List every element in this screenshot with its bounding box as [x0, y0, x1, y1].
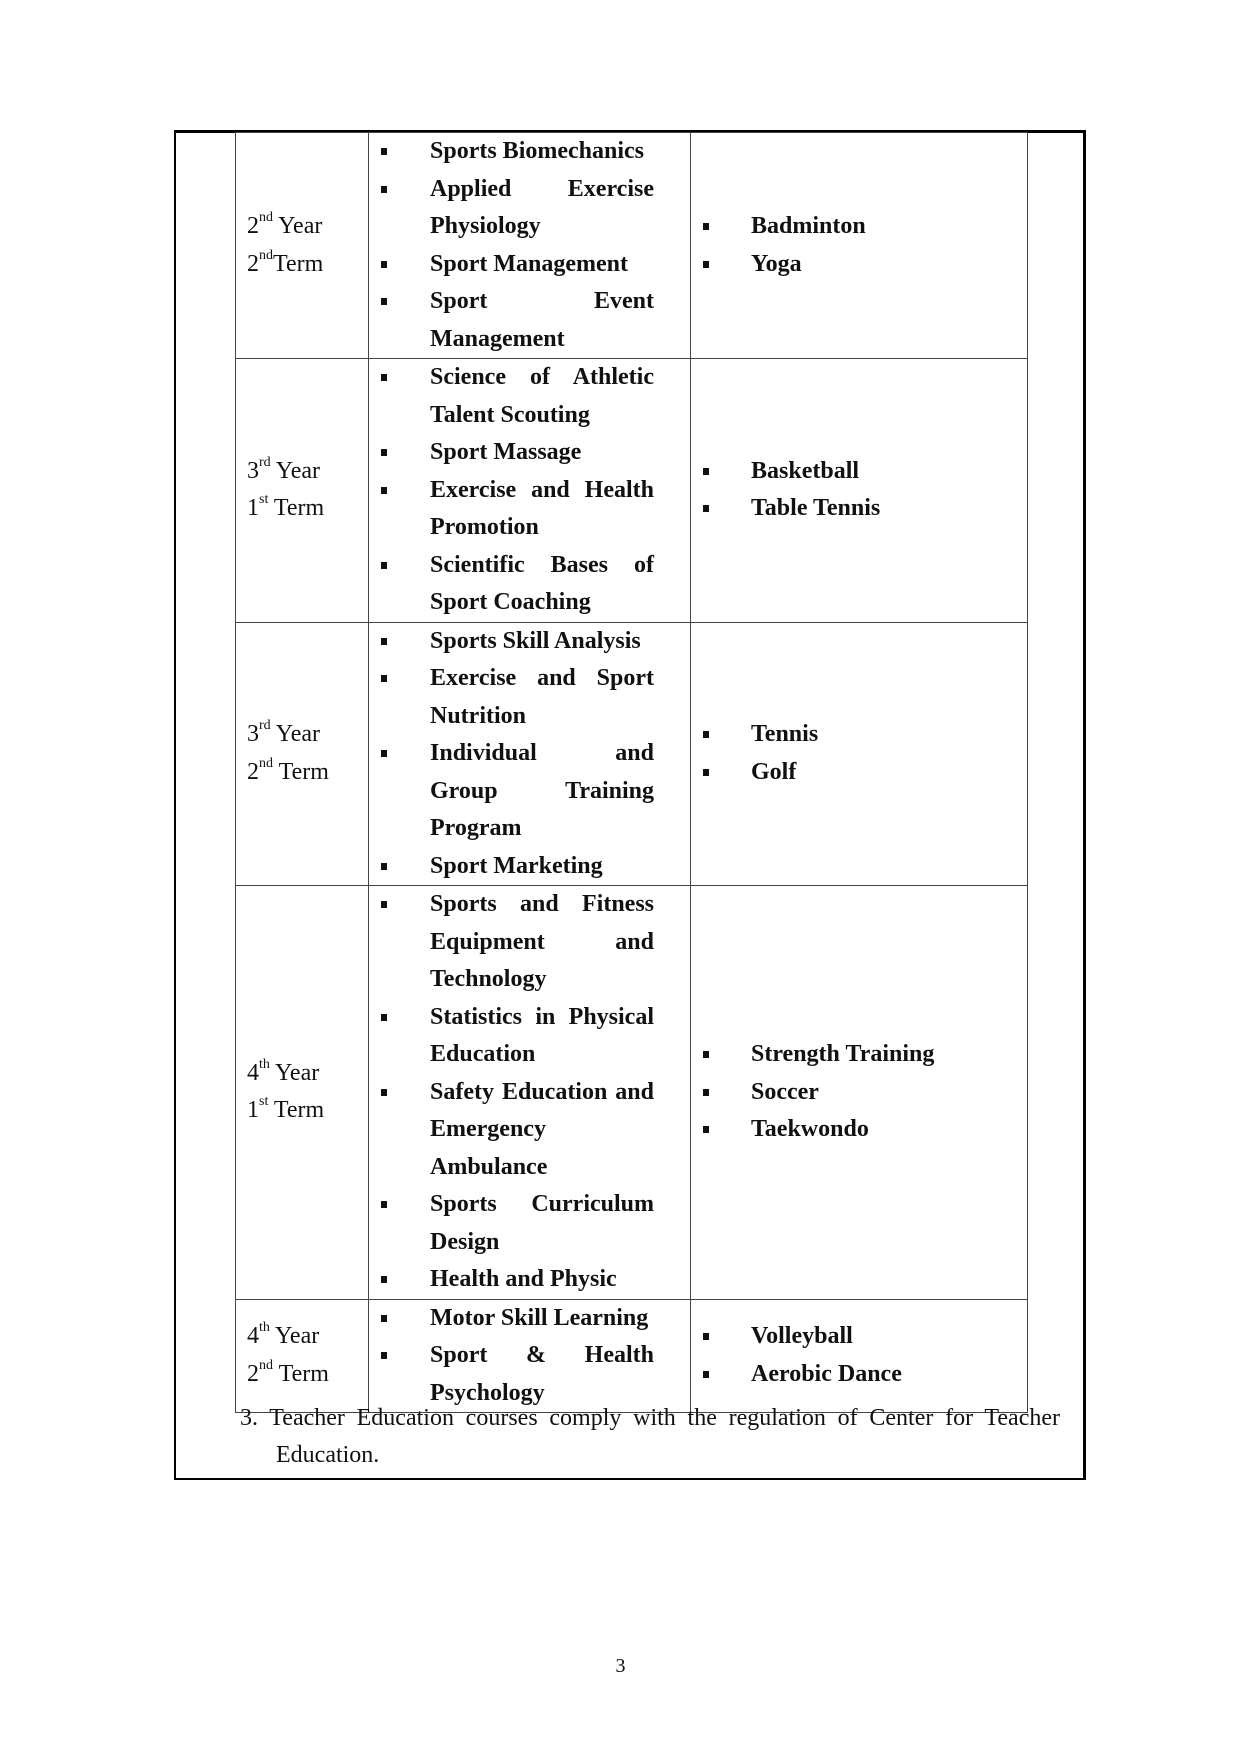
sport-name: Aerobic Dance: [751, 1360, 902, 1387]
square-bullet-icon: [381, 1276, 387, 1283]
term-label: [247, 1092, 368, 1130]
sport-item: [691, 453, 1027, 491]
term-number: 1: [247, 495, 259, 522]
square-bullet-icon: [381, 1315, 387, 1322]
sport-item: [691, 754, 1027, 792]
course-list: [369, 1300, 690, 1413]
course-item: [369, 359, 690, 434]
course-list: [369, 133, 690, 358]
course-item: [369, 283, 690, 358]
term-row: [236, 133, 1028, 359]
square-bullet-icon: [381, 449, 387, 456]
square-bullet-icon: [381, 261, 387, 268]
year-number: 4: [247, 1059, 259, 1086]
term-cell: [236, 886, 369, 1300]
term-label: [247, 246, 368, 284]
course-item: [369, 660, 690, 735]
term-number: 2: [247, 758, 259, 785]
course-list: [369, 886, 690, 1299]
course-item: [369, 1186, 690, 1261]
term-word: Term: [273, 495, 325, 522]
course-name: Applied Exercise Physiology: [430, 175, 654, 239]
sport-name: Tennis: [751, 721, 819, 748]
course-item: [369, 623, 690, 661]
sport-item: [691, 1111, 1027, 1149]
course-name: Exercise and Health Promotion: [430, 476, 654, 540]
sport-list: [691, 208, 1027, 283]
year-word: Year: [275, 1323, 320, 1350]
year-word: Year: [275, 457, 321, 484]
page-number: 3: [615, 1655, 626, 1677]
square-bullet-icon: [381, 562, 387, 569]
square-bullet-icon: [381, 901, 387, 908]
year-suffix: th: [259, 1056, 270, 1072]
square-bullet-icon: [703, 1371, 709, 1378]
year-word: Year: [275, 1059, 320, 1086]
year-number: 4: [247, 1323, 259, 1350]
year-suffix: th: [259, 1320, 270, 1336]
sport-item: [691, 246, 1027, 284]
square-bullet-icon: [703, 261, 709, 268]
year-label: [247, 453, 368, 491]
term-word: Term: [273, 250, 324, 277]
course-name: Exercise and Sport Nutrition: [430, 665, 654, 729]
term-suffix: st: [259, 492, 269, 508]
sport-name: Strength Training: [751, 1041, 935, 1067]
course-list: [369, 623, 690, 886]
year-label: [247, 208, 368, 246]
term-suffix: nd: [259, 1357, 273, 1373]
term-row: [236, 622, 1028, 886]
sport-list: [691, 1036, 1027, 1149]
term-word: Term: [278, 758, 329, 785]
square-bullet-icon: [381, 487, 387, 494]
sport-name: Volleyball: [751, 1323, 853, 1350]
course-item: [369, 246, 690, 284]
course-name: Motor Skill Learning: [430, 1304, 649, 1331]
term-number: 2: [247, 1360, 259, 1387]
courses-cell: [369, 622, 691, 886]
term-cell: [236, 1299, 369, 1413]
year-label: [247, 1055, 368, 1093]
courses-cell: [369, 133, 691, 359]
term-cell: [236, 359, 369, 623]
term-cell: [236, 622, 369, 886]
sport-item: [691, 716, 1027, 754]
square-bullet-icon: [381, 863, 387, 870]
course-item: [369, 133, 690, 171]
teacher-education-note: [240, 1400, 1060, 1474]
year-number: 3: [247, 457, 259, 484]
note-line-2: Education.: [276, 1442, 380, 1468]
term-cell: [236, 133, 369, 359]
sports-cell: [691, 133, 1028, 359]
sport-item: [691, 1036, 1027, 1074]
square-bullet-icon: [703, 731, 709, 738]
year-number: 3: [247, 721, 259, 748]
course-name: Scientific Bases of Sport Coaching: [430, 551, 654, 615]
course-name: Sport Management: [430, 250, 628, 277]
course-name: Sport Marketing: [430, 852, 603, 879]
course-name: Science of Athletic Talent Scouting: [430, 364, 654, 428]
square-bullet-icon: [381, 675, 387, 682]
sports-cell: [691, 622, 1028, 886]
course-item: [369, 171, 690, 246]
course-name: Sports Skill Analysis: [430, 627, 641, 654]
sport-name: Table Tennis: [751, 495, 881, 522]
square-bullet-icon: [381, 638, 387, 645]
square-bullet-icon: [381, 1201, 387, 1208]
sport-item: [691, 1074, 1027, 1112]
square-bullet-icon: [381, 298, 387, 305]
square-bullet-icon: [381, 1014, 387, 1021]
square-bullet-icon: [703, 1089, 709, 1096]
course-name: Sport & Health Psychology: [430, 1342, 654, 1406]
sport-name: Yoga: [751, 250, 802, 277]
square-bullet-icon: [703, 1333, 709, 1340]
sport-item: [691, 1318, 1027, 1356]
course-name: Sports Curriculum Design: [430, 1191, 654, 1255]
square-bullet-icon: [381, 186, 387, 193]
sport-name: Badminton: [751, 213, 866, 239]
course-item: [369, 848, 690, 886]
course-name: Sport Massage: [430, 439, 582, 465]
square-bullet-icon: [703, 505, 709, 512]
square-bullet-icon: [381, 1089, 387, 1096]
course-item: [369, 1074, 690, 1187]
sport-name: Taekwondo: [751, 1116, 869, 1142]
square-bullet-icon: [703, 468, 709, 475]
course-item: [369, 547, 690, 622]
sports-cell: [691, 1299, 1028, 1413]
sport-item: [691, 490, 1027, 528]
term-label: [247, 1356, 368, 1394]
course-name: Sports Biomechanics: [430, 138, 645, 164]
course-name: Sport Event Management: [430, 288, 654, 352]
course-name: Individual and Group Training Program: [430, 740, 654, 841]
square-bullet-icon: [703, 1126, 709, 1133]
curriculum-table-body: [236, 133, 1028, 1413]
courses-cell: [369, 886, 691, 1300]
year-label: [247, 1318, 368, 1356]
sports-cell: [691, 886, 1028, 1300]
term-suffix: st: [259, 1094, 269, 1110]
term-number: 2: [247, 250, 259, 277]
square-bullet-icon: [703, 223, 709, 230]
sport-list: [691, 453, 1027, 528]
term-word: Term: [278, 1360, 329, 1387]
square-bullet-icon: [381, 1352, 387, 1359]
course-name: Health and Physic: [430, 1266, 617, 1292]
course-item: [369, 735, 690, 848]
course-item: [369, 1300, 690, 1338]
term-row: [236, 886, 1028, 1300]
sport-name: Soccer: [751, 1078, 819, 1105]
term-label: [247, 754, 368, 792]
course-list: [369, 359, 690, 622]
course-name: Safety Education and Emergency Ambulance: [430, 1078, 654, 1180]
year-suffix: rd: [259, 454, 271, 470]
courses-cell: [369, 359, 691, 623]
year-suffix: nd: [259, 210, 273, 225]
year-word: Year: [275, 721, 321, 748]
term-word: Term: [273, 1097, 325, 1124]
square-bullet-icon: [703, 769, 709, 776]
sport-list: [691, 716, 1027, 791]
year-word: Year: [278, 213, 323, 239]
square-bullet-icon: [381, 750, 387, 757]
course-name: Sports and Fitness Equipment and Technology: [430, 891, 654, 992]
course-item: [369, 999, 690, 1074]
term-number: 1: [247, 1097, 259, 1124]
course-item: [369, 434, 690, 472]
sport-list: [691, 1318, 1027, 1393]
note-line-1: 3. Teacher Education courses comply with the regulation of Center for Teacher: [240, 1405, 1060, 1431]
course-item: [369, 472, 690, 547]
term-suffix: nd: [259, 247, 273, 263]
course-item: [369, 1261, 690, 1299]
sport-item: [691, 208, 1027, 246]
curriculum-table: [235, 132, 1028, 1413]
year-label: [247, 716, 368, 754]
term-row: [236, 1299, 1028, 1413]
term-label: [247, 490, 368, 528]
square-bullet-icon: [381, 374, 387, 381]
year-number: 2: [247, 213, 259, 239]
square-bullet-icon: [703, 1051, 709, 1058]
square-bullet-icon: [381, 148, 387, 155]
term-suffix: nd: [259, 755, 273, 771]
course-item: [369, 886, 690, 999]
term-row: [236, 359, 1028, 623]
year-suffix: rd: [259, 718, 271, 734]
course-name: Statistics in Physical Education: [430, 1003, 654, 1067]
sports-cell: [691, 359, 1028, 623]
sport-name: Golf: [751, 758, 797, 785]
sport-name: Basketball: [751, 457, 860, 484]
courses-cell: [369, 1299, 691, 1413]
sport-item: [691, 1356, 1027, 1394]
